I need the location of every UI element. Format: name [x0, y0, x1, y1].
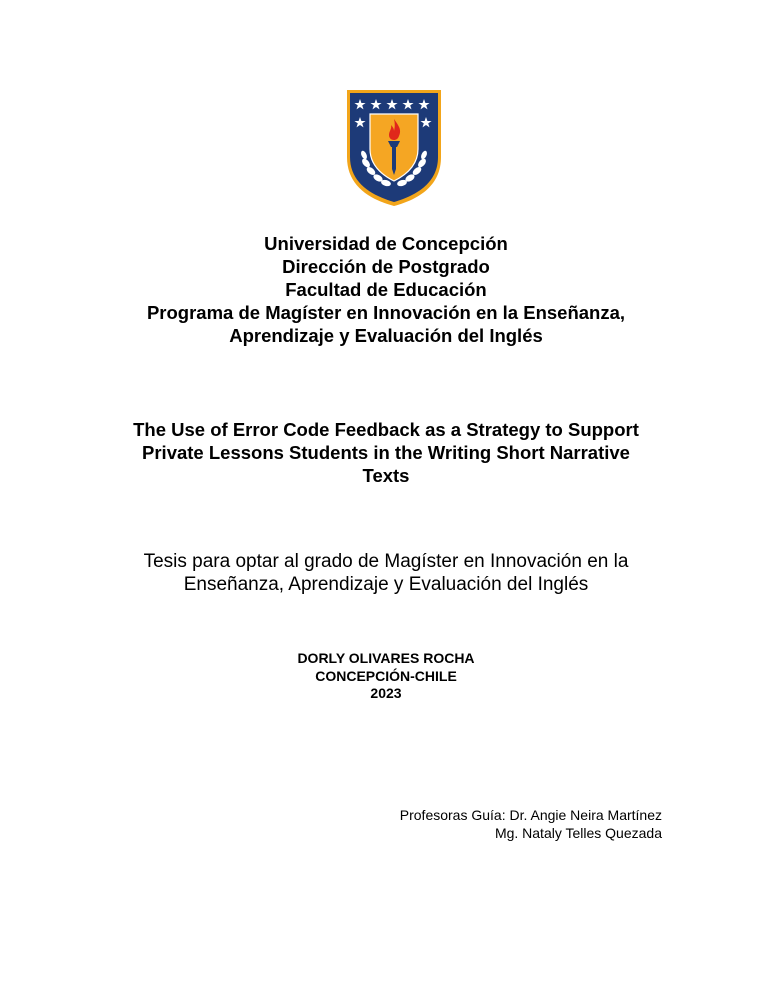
program-name-line2: Aprendizaje y Evaluación del Inglés: [229, 325, 543, 346]
university-crest-icon: [346, 89, 442, 207]
university-name: Universidad de Concepción: [264, 233, 508, 254]
author-name: DORLY OLIVARES ROCHA: [297, 650, 475, 666]
author-year: 2023: [370, 685, 402, 701]
author-block: [0, 650, 772, 703]
degree-line2: Enseñanza, Aprendizaje y Evaluación del Inglés: [183, 574, 589, 595]
thesis-title-line2: Private Lessons Students in the Writing Short Narrative: [142, 442, 630, 463]
advisor-line1: Profesoras Guía: Dr. Angie Neira Martínez: [399, 807, 662, 823]
author-location: CONCEPCIÓN-CHILE: [315, 667, 457, 684]
faculty-name: Facultad de Educación: [285, 279, 487, 300]
directorate-name: Dirección de Postgrado: [282, 256, 490, 277]
thesis-title: [0, 418, 772, 487]
thesis-title-line1: The Use of Error Code Feedback as a Strategy to Support: [133, 419, 639, 440]
advisors-block: [400, 806, 662, 842]
degree-statement: [0, 550, 772, 596]
degree-line1: Tesis para optar al grado de Magíster en Innovación en la: [143, 551, 629, 572]
institution-header: [0, 232, 772, 347]
thesis-title-line3: Texts: [362, 465, 410, 486]
program-name-line1: Programa de Magíster en Innovación en la Enseñanza,: [146, 302, 626, 323]
advisor-line2: Mg. Nataly Telles Quezada: [494, 825, 662, 841]
